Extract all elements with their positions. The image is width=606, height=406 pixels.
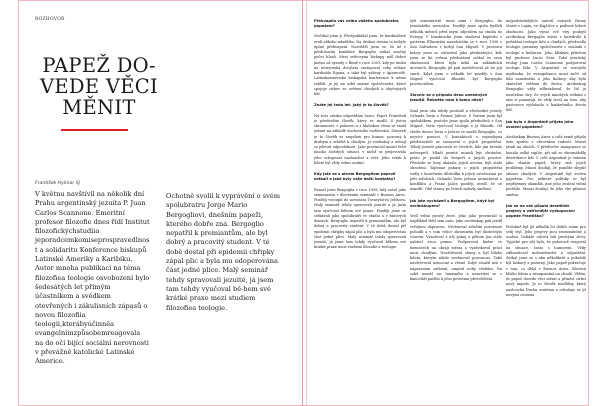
interview-answer: Arcibiskup Buenos Aires a celá země přijala tuto zprávu s obrovskou radostí. Mnozí jásali na ulicích. V předvečer inaugurace se konala velká vigilie, při níž se shromáždily desetitisíce lidí. V celé Argentině je vnímán jako vlastní papež, který zná jejich problémy. Mnozí doufají, že pomůže zlepšit situaci chudých. V Argentině byl zvolen papežem. Pro některé politiky to byl nepříjemný okamžik, jiné jeho zvolení velmi potěšilo. Mnozí doufají, že jeho vliv přinese změnu. [506,134,586,197]
lead-paragraph: V květnu navštívil na několik dní Prahu argentinský jezuita P. Juan Carlos Scannone. Emeritní profesor filozofie dnes řídí Institut filozofickýchstudiia jeporadcemkomiseprospravedlnost a solidaritu Konference biskupů Latinské Ameriky a Karibiku. Autor mnoha publikací na téma filozofiea teologie osvobození bylo šedesátých let přímým účastníkem a svědkem otevřených i zákulisních zápasů o novou filozofiia teologii,kterábyúčinněa evangelnímzpůsobemreagovala na do očí bijící sociální nerovnosti v převážně katolické Latinské Americe. [35,190,150,366]
interview-question: Překvapilo vás volba vašeho spolubratra papežem? [314,19,399,29]
interview-question: Slovníc se o případu dvou unesených jezuitů. Řekněte nám k tomu něco? [410,93,488,103]
spread-gutter [302,0,303,406]
interview-answer: Nečekal jsem ji. Předpokládal jsem, že kardinálové zvolí někoho mladšího. Na druhou stranu to nebylo úplné překvapení. Dozvěděl jsem se, že už v předchozím konkláve Bergoglio získal značný počet hlasů. Mezi světovými biskupy měl dobré jméno od synody v Římě v roce 2001, kdy po útoku na newyorská dvojčata zastupoval coby relátor kardinála Egana, a také byl vážený v Aparecidě. Latinskoamerická biskupská konference k němu vzhlíží, je jej na sobě známé společenství, které spojuje církev se světem chudých a obyčejných lidí. [314,34,406,97]
interview-question: Jak se na vás působí desetiletí projevy a vstřícnější vystupování papeže Františka? [506,203,575,219]
interview-answer: Poznal jsem Bergoglia v roce 1958, kdy začal jako seminarista v diecézním semináři v Buenos Aires. Později vstoupil do noviciátu Tovaryšstva Ježíšova. Malý seminář tehdy spravovali jezuité a já jsem tam vyučoval během své praxe. Později jsme se setkávali jako spolubratři ve studiu a v řádových domech. Bergoglio nepatřil k premiantům, ale byl dobrý a pracovitý student. V té době dostal při epidemii chřipky zápal plic a byla mu odoperována část jedné plíce. Malý seminář tehdy spravovali jezuité, já jsem tam tehdy vyučoval během své krátké praxe mezi studiem filozofie a teologie. [314,187,406,250]
interview-question: Jak bylo v Argentině přijato jeho zvolení papežem? [506,119,574,129]
interview-answer: Na tuto otázku odpovídám často. Papež František je především člověk, který se modlí. S jistou skromností, s pokorou a s hlubokou vírou se snaží jednat na základě duchovního rozlišování. Zároveň je to člověk se smyslem pro humor, pozorný k druhým a zvláště k chudým. Je rozhodný a nebojí se převzít odpovědnost. Jako provinciál musel řešit mnoho složitých situací, v nichž se projevovala jeho schopnost naslouchat a vést. Jeho vztah k lidem byl vždy velmi osobní. [314,113,406,165]
interview-answer: Znal jsem oba tehdy proslulé a věrohodné jezuity Orlanda Yoria a Franze Jalicse. S Yoriem jsem byl spolužákem, protože jsme spolu přednášeli v San Miguel. Yorio vyučoval teologii a já filozofii. Od chvíle únosu Yoria a Jalicse se snažil Bergoglio, co nejvíce pomoci. V kontaktech s vojenskými představiteli se zasazoval o jejich propuštění. Tehdy jezuité pracovali ve čtvrtích, kde jim hrozilo nebezpečí. Mladí jezuité museli být chráněni, proto je poslal do bezpečí a jiných prostor. Přestože se brzy ukázala jejich nevina, byli stále ohroženi. Tajemné pokusy o jejich propuštění vedly v konečném důsledku k jejich osvobození po pěti měsících. Orlando Yorio jednou nezmiňoval o konfliktu a Franz Jalics později uvedl, že se usmířil. Obě strany po letech nalezly smíření. [410,108,502,192]
page-frame-right [588,0,589,406]
interview-question: Kdy jste se s otcem Bergogliem poprvé setkali a jaké byly vaše další kontakty? [314,172,396,182]
interview-question: Jak jste vycházeli s Bergogliem, když byl arcibiskupem? [410,198,495,208]
text-column-2 [410,14,502,399]
author-byline: František Hylmar SJ [35,181,81,186]
section-label: ROZHOVOR [35,17,65,22]
interview-answer: Podobně byl již několik let dobře znám pro svůj styl. Jeho projevy jsou srozumitelné a osobní. Dokáže oslovit lidi prostými slovy. Typické pro něj bylo, že pohotově reagoval na situace, často s humorem. Vždy zdůrazňoval milosrdenství a odpuštění. Setkal jsem se s ním několikrát a pokaždé byl laskavý a pozorný. Jako papež pokračuje v tom, co dělal v Buenos Aires. Zůstává blízko lidem a nezapomíná na chudé. Věřím, že papež dovede věci měnit a přinést církvi nový impuls. Je to člověk modlitby, který naslouchá Duchu svatému a odvažuje se jít novými cestami. [506,224,586,297]
spread-gutter-shadow [306,0,307,406]
title-underline-rule [61,129,128,131]
text-column-1 [314,14,406,399]
intro-paragraph: Ochotně svolil k vyprávění o svém spolubratru Jorge Mario Bergogliovi, dnešním papeži, kterého dobře zná. Bergoglio nepatřil k premiantům, ale byl dobrý a pracovitý student. V té době dostal při epidemii chřipky zápal plic a byla mu odoperována část jedné plíce. Malý seminář tehdy spravovali jezuité, já jsem tam tehdy vyučoval bě-hem své krátké praxe mezi studiem filozofiea teologie. [166,192,280,312]
page-frame-top [18,0,588,1]
interview-answer: nejpodstatnějších autorů svatých Panny Marie z Luján, ve Kapličce o podivné lidové zbožnosti. Jako výraz své víry poskytl arcibiskup Bergoglio místo v katedrále k pořádání teologie lidu a chudých, předvedla teologie prameny společenství v souladu s teologií a kulturou. Jeho blízkým přítelem byl profesor Lucio Gera. Také jezuitský teolog Juan Carlos Scannone podporoval teologii lidu. V Argentině se rozvíjela myšlenka, že evangelizace musí začít od lidu samotného a jeho kultury, aby byla skutečně vtělená do života. Arcibiskup Bergoglio vždy zdůrazňoval, že lid je nositelem víry. Ze svých mnohých setkání s ním si pamatuji, že vždy trval na tom, aby pastorace vycházela z konkrétního života lidí. [506,19,586,113]
interview-answer: tyři semináristé, mezi nimi i Bergoglio, do jezuitského noviciátu. Později jsme spolu bydleli několik měsíců před mým odjezdem na studia do Evropy. V Innsbrucku jsem studoval kupředu s patérem Ellacuríou navrátivším se v roce 1958 v San Salvadoru v koleji San Miguel. V prostoru koleje jsem se zúčastnil jako přednášející, kde jsem se ke svému přednášení setkal se svou zkušeností, která byla úzká na základních úrovních. Bergoglio již pak navštěvoval až do její smrti. Když jsem o několik let později v San Miguel vyučoval filozofii, byl Bergoglio provinciálem. [410,19,502,86]
text-column-3 [506,14,586,399]
article-title: PAPEŽ DOVEDE VĚCI MĚNIT [39,54,159,119]
interview-question: Znáte jej řadu let. Jaký je to člověk? [314,103,389,108]
interview-answer: Vedl velmi prostý život. Jeho jako provinciál si například řídil sám auto, jako arcibiskup pak jezdil veřejnou dopravou. Nevěnoval zvláštní pozornost pohodlí a v tom velice skromném byl skutečným vzorem. Vyzařoval z něj pokoj a přitom jim stále nabízel svou pomoc. Podporoval kněze ve farnostech na okraji města a vyzdvihoval práci mezi chudými. Navštěvoval slumy a byl blízko lidem, kterým nikdo nevěnoval pozornost. Také navštěvoval nemocné a vězně. Když sloužil mši v nápravném zařízení, umýval nohy vězňům. Na sobě neměl nic luxusního a nezavírat se v kanceláři patřilo k jeho pevnému přesvědčení. [410,214,502,282]
page-frame-left [18,0,19,406]
